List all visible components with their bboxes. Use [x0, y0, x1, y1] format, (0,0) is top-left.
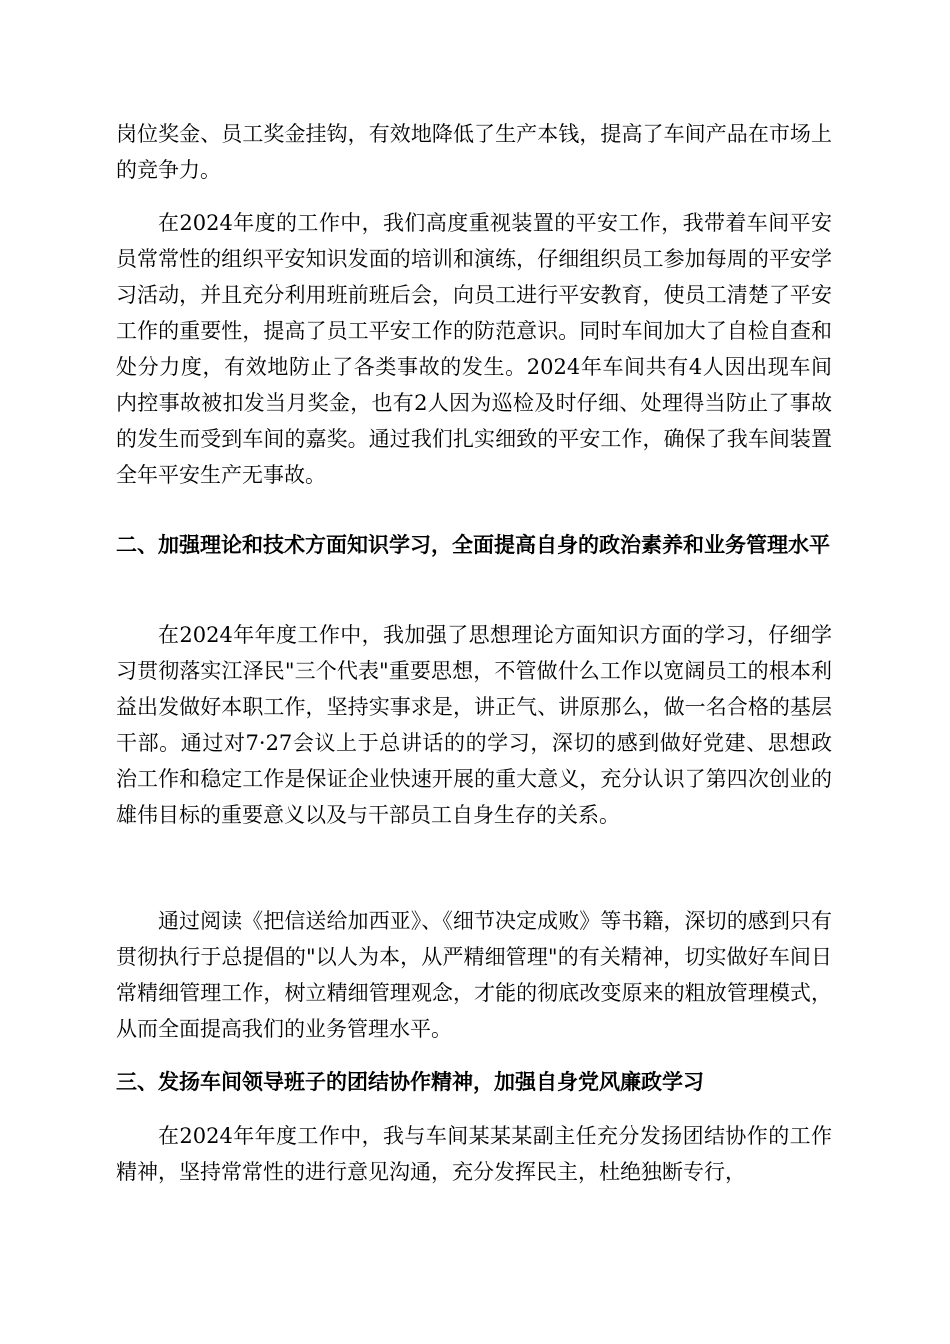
section-heading-3: 三、发扬车间领导班子的团结协作精神，加强自身党风廉政学习: [116, 1070, 704, 1094]
section-heading-2: 二、加强理论和技术方面知识学习，全面提高自身的政治素养和业务管理水平: [116, 533, 830, 557]
paragraph-reading: 通过阅读《把信送给加西亚》、《细节决定成败》等书籍，深切的感到只有贯彻执行于总提倡的"以人为本，从严精细管理"的有关精神，切实做好车间日常精细管理工作，树立精细管理观念，才能的彻底改变原来的粗放管理模式，从而全面提高我们的业务管理水平。: [116, 909, 832, 1041]
paragraph-theory-study: 在2024年年度工作中，我加强了思想理论方面知识方面的学习，仔细学习贯彻落实江泽民"三个代表"重要思想，不管做什么工作以宽阔员工的根本利益出发做好本职工作，坚持实事求是，讲正气、讲原那么，做一名合格的基层干部。通过对7·27会议上于总讲话的的学习，深切的感到做好党建、思想政治工作和稳定工作是保证企业快速开展的重大意义，充分认识了第四次创业的雄伟目标的重要意义以及与干部员工自身生存的关系。: [116, 623, 832, 827]
paragraph-continuation: 岗位奖金、员工奖金挂钩，有效地降低了生产本钱，提高了车间产品在市场上的竞争力。: [116, 122, 832, 182]
paragraph-safety-work: 在2024年度的工作中，我们高度重视装置的平安工作，我带着车间平安员常常性的组织平安知识发面的培训和演练，仔细组织员工参加每周的平安学习活动，并且充分利用班前班后会，向员工进行平安教育，使员工清楚了平安工作的重要性，提高了员工平安工作的防范意识。同时车间加大了自检自查和处分力度，有效地防止了各类事故的发生。2024年车间共有4人因出现车间内控事故被扣发当月奖金，也有2人因为巡检及时仔细、处理得当防止了事故的发生而受到车间的嘉奖。通过我们扎实细致的平安工作，确保了我车间装置全年平安生产无事故。: [116, 211, 832, 487]
paragraph-teamwork: 在2024年年度工作中，我与车间某某某副主任充分发扬团结协作的工作精神，坚持常常性的进行意见沟通，充分发挥民主，杜绝独断专行，: [116, 1124, 832, 1184]
